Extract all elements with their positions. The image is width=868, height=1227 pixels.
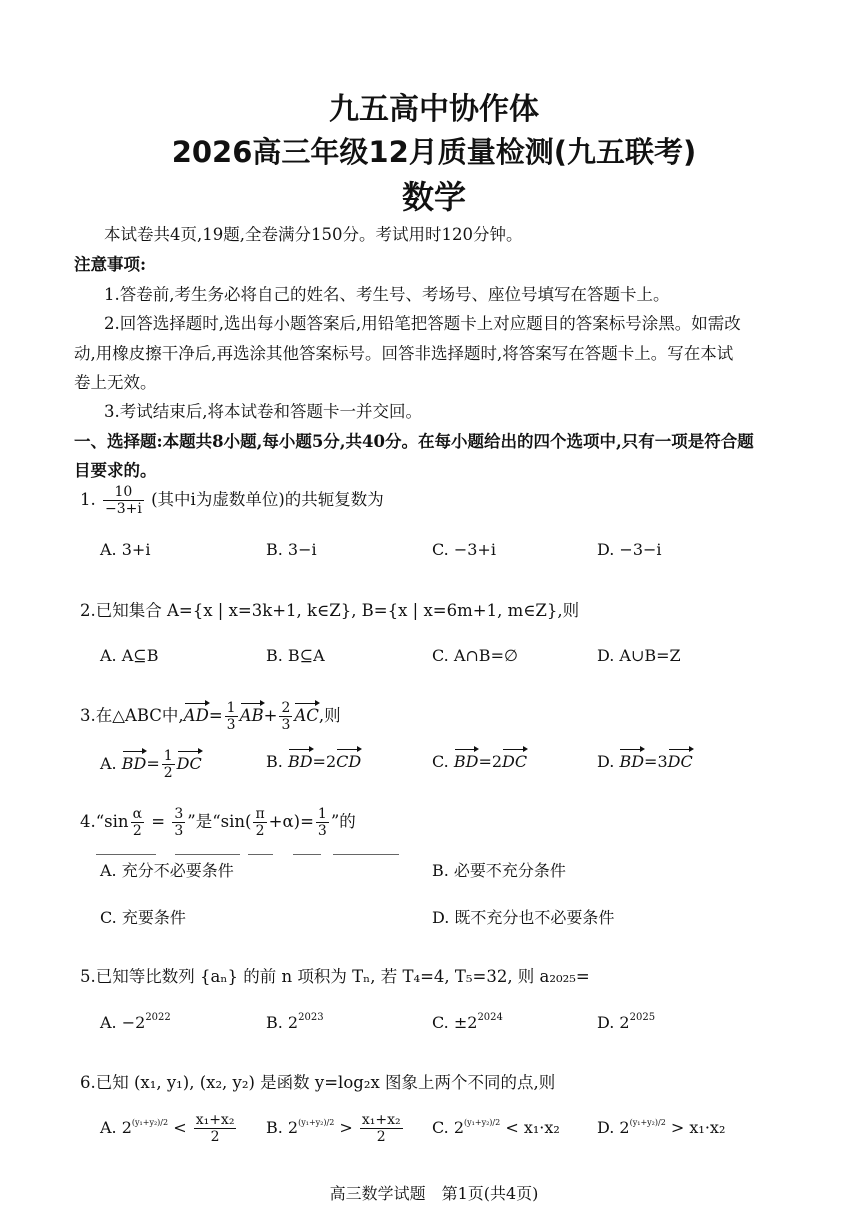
fraction-average [194,1112,237,1145]
option-label: C. [432,752,449,771]
option-exponent: 2025 [629,1012,656,1023]
question-3-stem [80,700,341,733]
fraction-numerator: 1 [317,806,327,822]
notice-title: 注意事项: [74,255,147,274]
q5-option-a [100,1012,171,1032]
option-label: D. [597,752,615,771]
q2-option-b: B. B⊆A [266,646,325,665]
fraction-numerator: 1 [163,748,173,764]
vector-bd: BD [619,752,645,771]
q1-option-c: C. −3+i [432,540,496,559]
fraction-numerator: 2 [281,700,291,716]
option-base: B. 2 [266,1013,299,1032]
vector-dc: DC [502,752,528,771]
fraction-denominator: 3 [317,823,327,839]
coefficient: =2 [478,752,503,771]
page-footer: 高三数学试题 第1页(共4页) [329,1184,539,1203]
q5-option-d [597,1012,655,1032]
exam-intro: 本试卷共4页,19题,全卷满分150分。考试用时120分钟。 [104,225,523,244]
school-title: 九五高中协作体 [329,92,539,127]
q4-option-c: C. 充要条件 [100,908,186,927]
q6-option-d [597,1118,725,1137]
option-exponent: 2024 [477,1012,503,1023]
q6-option-b [266,1112,405,1145]
q6-option-a [100,1112,238,1145]
vector-bd: BD [287,752,313,771]
equals-sign: = [146,754,160,773]
vector-ac: AC [294,706,319,725]
option-exponent: 2022 [145,1012,171,1023]
q1-option-d: D. −3−i [597,540,662,559]
relation-sign: > [670,1118,685,1137]
vector-ab: AB [239,706,264,725]
q5-option-c [432,1012,503,1032]
option-base: A. 2 [100,1118,132,1137]
q1-option-b: B. 3−i [266,540,317,559]
notice-item-2-line-1: 2.回答选择题时,选出每小题答案后,用铅笔把答题卡上对应题目的答案标号涂黑。如需改 [104,314,741,333]
fraction-one-third [225,700,238,733]
q4-option-a: A. 充分不必要条件 [100,861,234,880]
plus-sign: + [263,706,278,725]
q3-option-a [100,748,202,781]
section-heading-line-2: 目要求的。 [74,461,157,480]
vector-bd: BD [121,754,147,773]
option-base: C. ±2 [432,1013,478,1032]
fraction-two-thirds [279,700,292,733]
q4-option-d: D. 既不充分也不必要条件 [432,908,615,927]
question-1-stem: (其中i为虚数单位)的共轭复数为 [151,490,384,509]
q2-option-a: A. A⊆B [100,646,159,665]
fraction-denominator: 2 [255,823,265,839]
product-term: x₁·x₂ [523,1118,560,1137]
question-1 [80,484,384,517]
question-1-fraction [103,484,144,517]
vector-dc: DC [667,752,693,771]
option-base: C. 2 [432,1118,465,1137]
vector-bd: BD [453,752,479,771]
question-3-prefix: 3.在△ABC中, [80,706,184,725]
fraction-denominator: 2 [132,823,142,839]
fraction-denominator: 2 [163,765,173,781]
scan-artifact-line [293,854,321,855]
notice-item-2-line-3: 卷上无效。 [74,373,157,392]
q2-option-d: D. A∪B=Z [597,646,681,665]
fraction-average [360,1112,403,1145]
q2-option-c: C. A∩B=∅ [432,646,518,665]
q3-option-b [266,752,361,771]
option-exponent: (y₁+y₂)/2 [464,1118,501,1127]
fraction-root3-over-3 [172,806,185,839]
question-6-stem: 6.已知 (x₁, y₁), (x₂, y₂) 是函数 y=log₂x 图象上两个不同的点,则 [80,1073,556,1092]
question-3-tail: ,则 [318,706,341,725]
scan-artifact-line [333,854,399,855]
fraction-numerator: π [255,806,265,822]
q5-option-b [266,1012,324,1032]
subject-title: 数学 [401,178,466,216]
option-label: B. [266,752,283,771]
fraction-denominator: 3 [226,717,236,733]
fraction-numerator: x₁+x₂ [195,1112,235,1128]
scan-artifact-line [96,854,156,855]
q4-part-5: ”的 [330,812,356,831]
option-base: A. −2 [100,1013,146,1032]
relation-sign: > [339,1118,353,1137]
q4-option-b: B. 必要不充分条件 [432,861,566,880]
q4-part-3: ”是“sin( [187,812,252,831]
notice-item-1: 1.答卷前,考生务必将自己的姓名、考生号、考场号、座位号填写在答题卡上。 [104,285,670,304]
question-1-fraction-numerator: 10 [103,484,144,501]
question-1-fraction-denominator: −3+i [105,501,142,517]
option-base: B. 2 [266,1118,299,1137]
vector-ad: AD [183,706,209,725]
notice-item-3: 3.考试结束后,将本试卷和答题卡一并交回。 [104,402,422,421]
question-1-number: 1. [80,490,96,509]
q3-option-d [597,752,693,771]
fraction-alpha-half [131,806,144,839]
vector-cd: CD [336,752,362,771]
option-exponent: 2023 [298,1012,324,1023]
fraction-numerator: 3 [174,806,184,822]
fraction-denominator: 3 [281,717,291,733]
vector-dc: DC [176,754,202,773]
relation-sign: < [173,1118,187,1137]
q3-option-c [432,752,527,771]
coefficient: =3 [644,752,668,771]
option-base: D. 2 [597,1013,630,1032]
fraction-one-half [162,748,175,781]
fraction-numerator: 1 [226,700,236,716]
fraction-denominator: 2 [376,1129,386,1145]
fraction-denominator: 2 [210,1129,220,1145]
section-heading-line-1: 一、选择题:本题共8小题,每小题5分,共40分。在每小题给出的四个选项中,只有一项是符合题 [74,432,754,451]
option-exponent: (y₁+y₂)/2 [298,1118,335,1127]
question-2-stem: 2.已知集合 A={x | x=3k+1, k∈Z}, B={x | x=6m+1, m∈Z},则 [80,601,580,620]
q4-part-4: +α)= [268,812,314,831]
option-exponent: (y₁+y₂)/2 [629,1118,666,1127]
option-base: D. 2 [597,1118,630,1137]
fraction-numerator: x₁+x₂ [361,1112,401,1128]
q1-option-a: A. 3+i [100,540,151,559]
product-term: x₁·x₂ [689,1118,726,1137]
q4-part-2: = [151,812,166,831]
fraction-one-third [316,806,329,839]
fraction-denominator: 3 [174,823,184,839]
scan-artifact-line [248,854,273,855]
exam-title: 2026高三年级12月质量检测(九五联考) [171,135,697,169]
relation-sign: < [505,1118,519,1137]
equals-sign: = [208,706,223,725]
option-label: A. [100,754,117,773]
scan-artifact-line [175,854,240,855]
q6-option-c [432,1118,560,1137]
coefficient: =2 [312,752,337,771]
fraction-pi-half [253,806,266,839]
fraction-numerator: α [132,806,143,822]
q4-part-1: 4.“sin [80,812,129,831]
option-exponent: (y₁+y₂)/2 [131,1118,169,1127]
notice-item-2-line-2: 动,用橡皮擦干净后,再选涂其他答案标号。回答非选择题时,将答案写在答题卡上。写在本试 [74,344,734,363]
question-4-stem [80,806,356,839]
question-5-stem: 5.已知等比数列 {aₙ} 的前 n 项积为 Tₙ, 若 T₄=4, T₅=32, 则 a₂₀₂₅= [80,967,590,986]
